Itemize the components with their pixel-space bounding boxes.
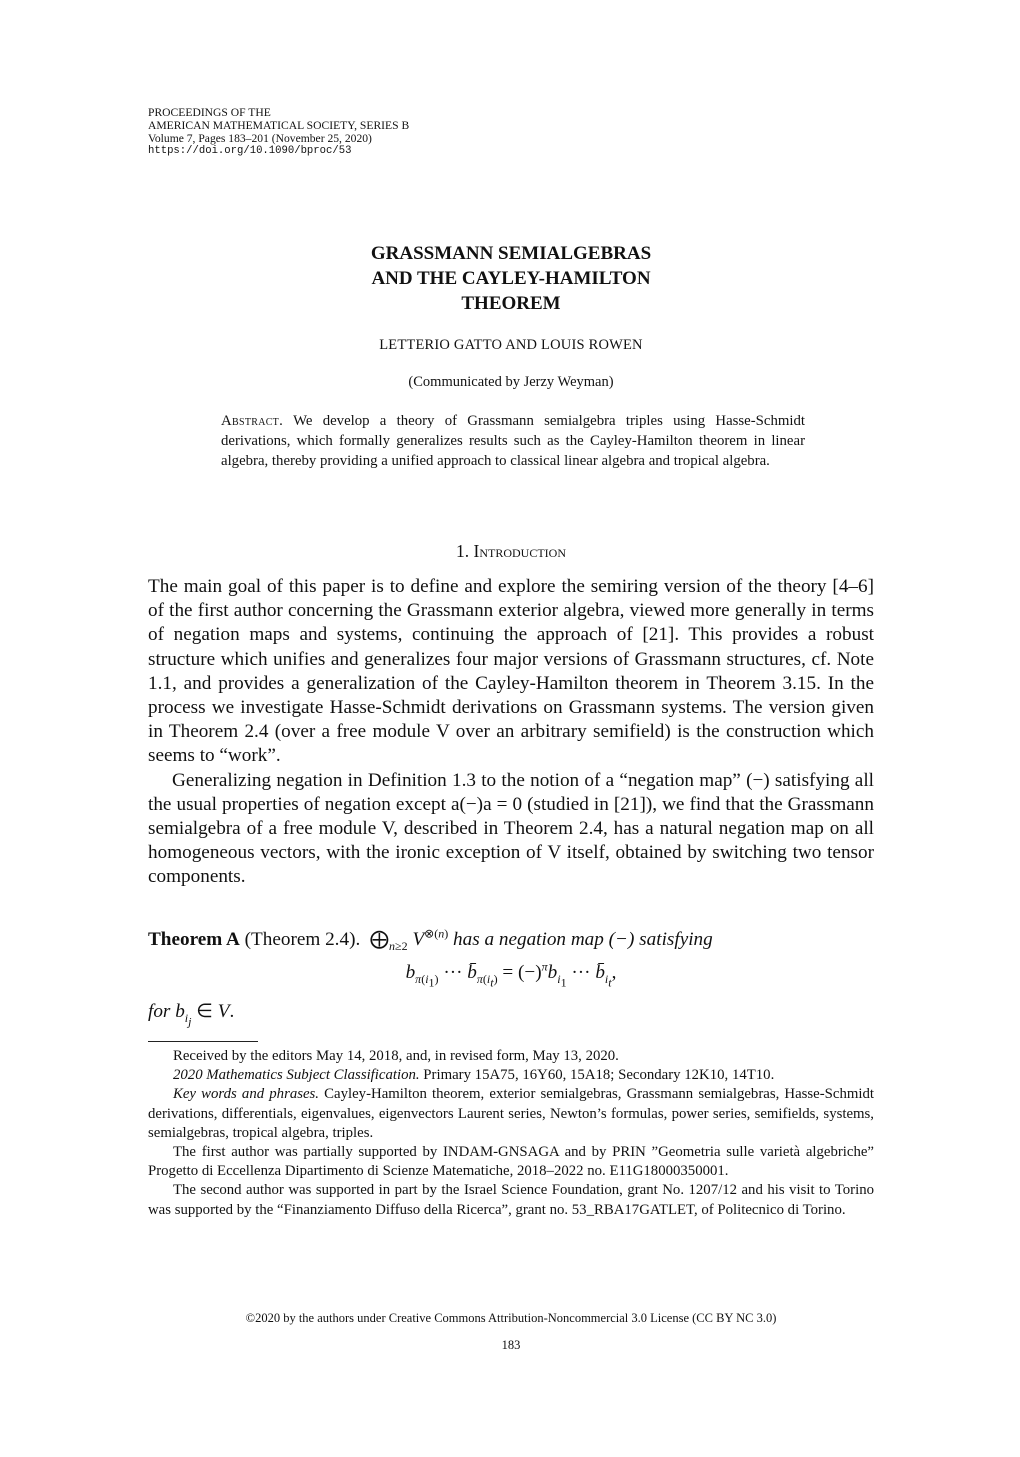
title-line-1: GRASSMANN SEMIALGEBRAS	[370, 243, 652, 264]
footnotes	[148, 1047, 874, 1220]
doi-link[interactable]: https://doi.org/10.1090/bproc/53	[148, 145, 352, 157]
footnote-keywords	[148, 1085, 874, 1143]
title-line-3: THEOREM	[461, 293, 561, 314]
header-line-1: PROCEEDINGS OF THE	[148, 106, 271, 119]
page-number: 183	[501, 1338, 521, 1352]
introduction-body	[148, 575, 874, 890]
header-line-3: Volume 7, Pages 183–201 (November 25, 2020)	[148, 132, 372, 145]
footnote-msc	[148, 1066, 874, 1085]
footnote-support-2: The second author was supported in part by the Israel Science Foundation, grant No. 1207/12 and his visit to Torino was supported by the “Finanziamento Diffuso della Ricerca”, grant no. 53_RBA17GATLET, of Politecnico di Torino.	[148, 1182, 874, 1218]
abstract	[221, 411, 805, 471]
section-title: Introduction	[473, 541, 566, 561]
paragraph-1: The main goal of this paper is to define and explore the semiring version of the theory [4–6] of the first author concerning the Grassmann exterior algebra, viewed more generally in terms of negation maps and systems, continuing the approach of [21]. This provides a robust structure which unifies and generalizes four major versions of Grassmann structures, cf. Note 1.1, and provides a generalization of the Cayley-Hamilton theorem in Theorem 3.15. In the process we investigate Hasse-Schmidt derivations on Grassmann systems. The version given in Theorem 2.4 (over a free module V over an arbitrary semifield) is the construction which seems to “work”.	[148, 576, 874, 767]
journal-header	[148, 106, 409, 158]
copyright-notice: ©2020 by the authors under Creative Commons Attribution-Noncommercial 3.0 License (CC BY NC 3.0)	[245, 1311, 777, 1325]
theorem-condition: for $b_{i_j}$ ∈ V.	[148, 1001, 235, 1029]
theorem-formula: $⨁_{n\ge 2}$ $V^{\otimes(n)}$	[365, 926, 449, 953]
msc-text: Primary 15A75, 16Y60, 15A18; Secondary 12K10, 14T10.	[423, 1067, 775, 1084]
theorem-label: Theorem A	[148, 929, 240, 950]
communicated-by: (Communicated by Jerzy Weyman)	[408, 374, 614, 390]
authors: LETTERIO GATTO AND LOUIS ROWEN	[379, 337, 643, 353]
paragraph-2: Generalizing negation in Definition 1.3 to the notion of a “negation map” (−) satisfying all the usual properties of negation except a(−)a = 0 (studied in [21]), we find that the Grassmann semialgebra of a free module V, described in Theorem 2.4, has a natural negation map on all homogeneous vectors, with the ironic exception of V itself, obtained by switching two tensor components.	[148, 769, 874, 888]
title-line-2: AND THE CAYLEY-HAMILTON	[371, 268, 651, 289]
theorem-ref: (Theorem 2.4).	[244, 929, 361, 950]
for-text: for	[148, 1001, 171, 1022]
msc-year-label: 2020 Mathematics Subject Classification.	[173, 1067, 420, 1084]
abstract-text: We develop a theory of Grassmann semialgebra triples using Hasse-Schmidt derivations, which formally generalizes results such as the Cayley-Hamilton theorem in linear algebra, thereby providing a unified approach to classical linear algebra and tropical algebra.	[221, 413, 806, 469]
keywords-label: Key words and phrases.	[173, 1086, 320, 1103]
theorem-a	[148, 928, 874, 952]
section-heading	[148, 541, 874, 562]
footnote-support-1: The first author was partially supported by INDAM-GNSAGA and by PRIN ”Geometria sulle varietà algebriche” Progetto di Eccellenza Dipartimento di Scienze Matematiche, 2018–2022 no. E11G18000350001.	[148, 1144, 874, 1180]
footnote-received: Received by the editors May 14, 2018, and, in revised form, May 13, 2020.	[173, 1048, 619, 1064]
paper-title	[148, 241, 874, 316]
abstract-label: Abstract.	[221, 413, 284, 429]
display-equation: $b_{\pi(i_1)}$ ··· $b̄_{\pi(i_t)} = (-)^\pi b_{i_1}$ ··· $b̄_{i_t}$,	[405, 959, 617, 990]
header-line-2: AMERICAN MATHEMATICAL SOCIETY, SERIES B	[148, 119, 410, 132]
theorem-statement: has a negation map (−) satisfying	[453, 929, 713, 950]
keywords-text: Cayley-Hamilton theorem, exterior semialgebras, Grassmann semialgebras, Hasse-Schmidt derivations, differentials, eigenvalues, eigenvectors Laurent series, Newton’s formulas, power series, semifields, systems, semialgebras, tropical algebra, triples.	[148, 1086, 875, 1141]
section-number: 1.	[456, 541, 470, 561]
footnote-rule	[148, 1041, 258, 1042]
